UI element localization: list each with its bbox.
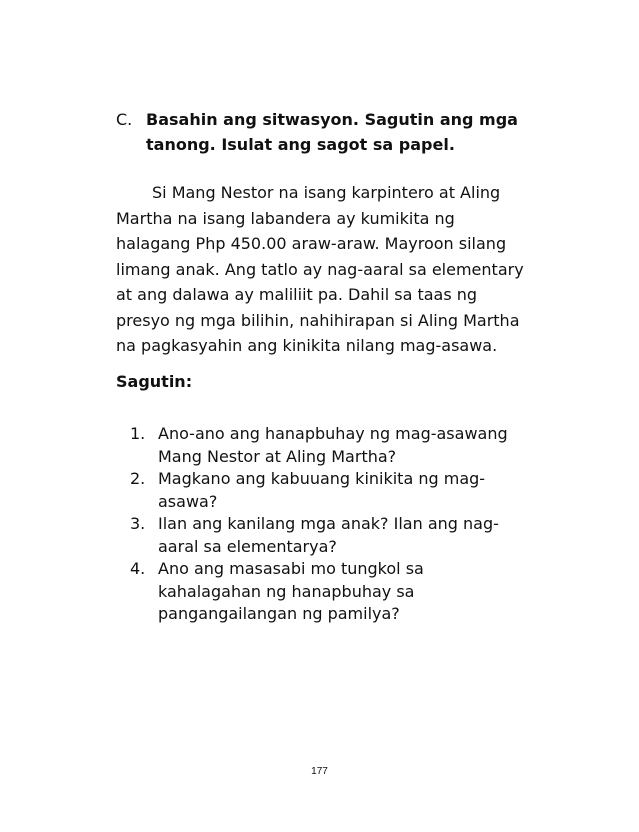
situation-passage (116, 180, 546, 359)
question-number: 4. (130, 559, 146, 578)
question-number: 1. (130, 424, 146, 443)
passage-line: na pagkasyahin ang kinikita nilang mag-asawa. (116, 336, 498, 355)
instruction-text (146, 107, 536, 157)
question-number: 2. (130, 469, 146, 488)
passage-line: limang anak. Ang tatlo ay nag-aaral sa elementary (116, 259, 524, 279)
passage-line: Si Mang Nestor na isang karpintero at Aling (152, 183, 501, 202)
instruction-line: tanong. Isulat ang sagot sa papel. (146, 135, 455, 154)
question-line: kahalagahan ng hanapbuhay sa (158, 581, 415, 601)
passage-line: at ang dalawa ay maliliit pa. Dahil sa taas ng (116, 285, 478, 304)
passage-line: Martha na isang labandera ay kumikita ng (116, 208, 455, 228)
question-line: pangangailangan ng pamilya? (158, 604, 400, 623)
question-line: Ano ang masasabi mo tungkol sa (158, 559, 424, 578)
question-line: Mang Nestor at Aling Martha? (158, 446, 397, 466)
passage-line: presyo ng mga bilihin, nahihirapan si Aling Martha (116, 310, 520, 330)
question-item (130, 423, 550, 468)
question-item (130, 558, 550, 626)
question-number: 3. (130, 514, 146, 533)
page-number: 177 (311, 766, 328, 777)
question-line: Ano-ano ang hanapbuhay ng mag-asawang (158, 424, 508, 443)
section-letter: C. (116, 110, 133, 129)
section-c-instruction (116, 107, 536, 157)
question-line: Magkano ang kabuuang kinikita ng mag- (158, 469, 486, 488)
question-line: asawa? (158, 491, 218, 511)
sagutin-heading: Sagutin: (116, 372, 193, 391)
question-item (130, 468, 550, 513)
question-item (130, 513, 550, 558)
question-line: aaral sa elementarya? (158, 536, 337, 556)
question-line: Ilan ang kanilang mga anak? Ilan ang nag- (158, 514, 499, 533)
passage-line: halagang Php 450.00 araw-araw. Mayroon silang (116, 234, 507, 253)
question-list (130, 423, 550, 626)
instruction-line: Basahin ang sitwasyon. Sagutin ang mga (146, 110, 518, 129)
